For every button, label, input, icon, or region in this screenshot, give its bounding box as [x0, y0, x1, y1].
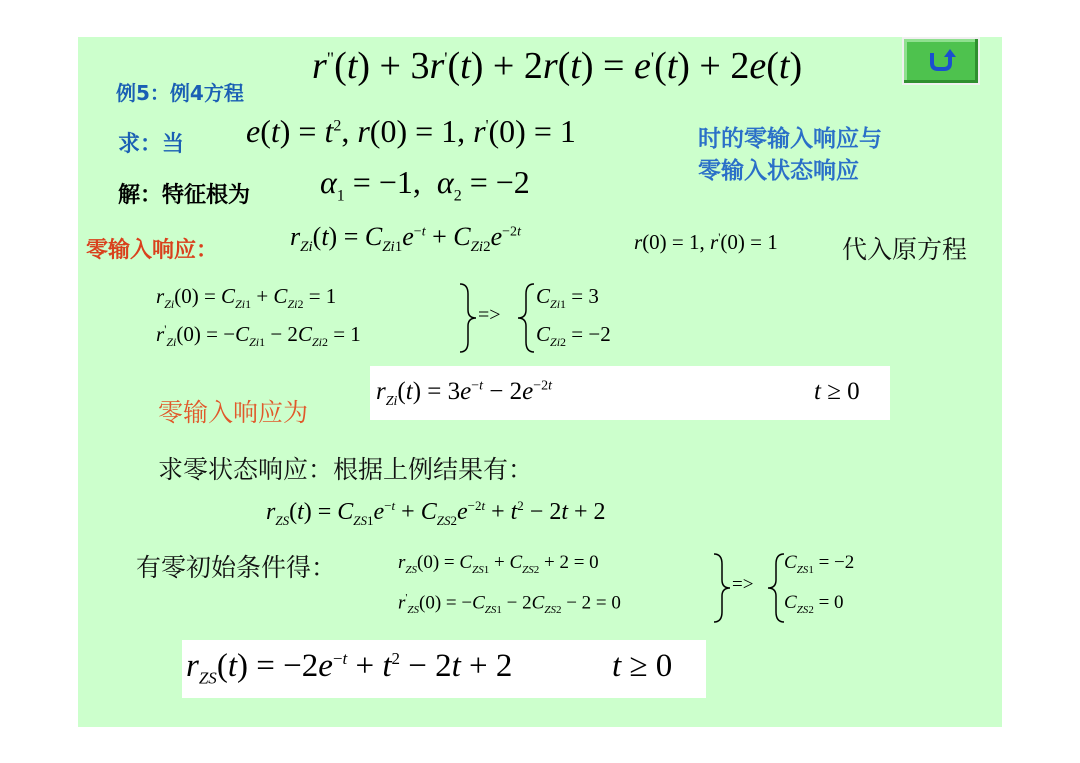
back-button[interactable]: [902, 37, 980, 85]
zi-eq2: $r'_{Zi}(0) = -C_{Zi1} - 2C_{Zi2} = 1$: [156, 322, 361, 350]
zero-input-ic: r(0) = 1, r'(0) = 1: [634, 230, 778, 254]
zero-state-result-cond: t ≥ 0: [612, 648, 673, 684]
zero-input-general: $r_{Zi}(t) = C_{Zi1}e^{-t} + C_{Zi2}e^{-2t}$: [290, 222, 521, 256]
zero-state-intro: 求零状态响应：根据上例结果有：: [158, 455, 534, 484]
zero-state-general: $r_{ZS}(t) = C_{ZS1}e^{-t} + C_{ZS2}e^{-2t} + t^2 - 2t + 2$: [266, 498, 606, 528]
zi-sol1: $C_{Zi1} = 3$: [536, 284, 599, 312]
zs-sol1: $C_{ZS1} = -2$: [784, 552, 855, 576]
example-label: 例5：例4方程: [116, 81, 244, 105]
characteristic-roots: $\alpha_1 = -1$, $\alpha_2 = -2$: [320, 164, 530, 205]
zero-state-result: $r_{ZS}(t) = -2e^{-t} + t^2 - 2t + 2$: [186, 648, 513, 688]
zero-input-result-label: 零输入响应为: [158, 398, 309, 427]
zs-right-brace: [712, 552, 732, 624]
zs-sol2: $C_{ZS2} = 0$: [784, 592, 844, 616]
solution-label: 解：特征根为: [118, 183, 251, 208]
zero-input-label: 零输入响应：: [86, 238, 219, 263]
zi-arrow: =>: [478, 304, 501, 326]
zi-sol2: $C_{Zi2} = -2$: [536, 322, 611, 350]
zs-eq1: $r_{ZS}(0) = C_{ZS1} + C_{ZS2} + 2 = 0$: [398, 552, 599, 576]
zero-input-result: $r_{Zi}(t) = 3e^{-t} - 2e^{-2t}$: [376, 378, 553, 409]
zi-left-brace: [516, 282, 536, 354]
zi-eq1: $r_{Zi}(0) = C_{Zi1} + C_{Zi2} = 1$: [156, 284, 337, 312]
substitute-text: 代入原方程: [842, 235, 968, 264]
zero-initial-label: 有零初始条件得：: [136, 553, 337, 582]
zero-input-result-box: [370, 366, 890, 420]
zs-arrow: =>: [732, 574, 754, 595]
question-suffix-1: 时的零输入响应与: [698, 126, 882, 152]
zero-input-result-cond: t ≥ 0: [814, 378, 860, 405]
return-arrow-icon: [926, 47, 956, 73]
question-label: 求：当: [118, 132, 185, 157]
zs-eq2: $r'_{ZS}(0) = -C_{ZS1} - 2C_{ZS2} - 2 = 0$: [398, 592, 621, 617]
zs-left-brace: [766, 552, 786, 624]
zi-right-brace: [458, 282, 478, 354]
initial-conditions: $e(t) = t^2$, r(0) = 1, r'(0) = 1: [246, 113, 576, 149]
zero-state-result-box: [182, 640, 706, 698]
differential-equation: r"(t) + 3r'(t) + 2r(t) = e'(t) + 2e(t): [312, 45, 803, 87]
question-suffix-2: 零输入状态响应: [698, 158, 859, 184]
